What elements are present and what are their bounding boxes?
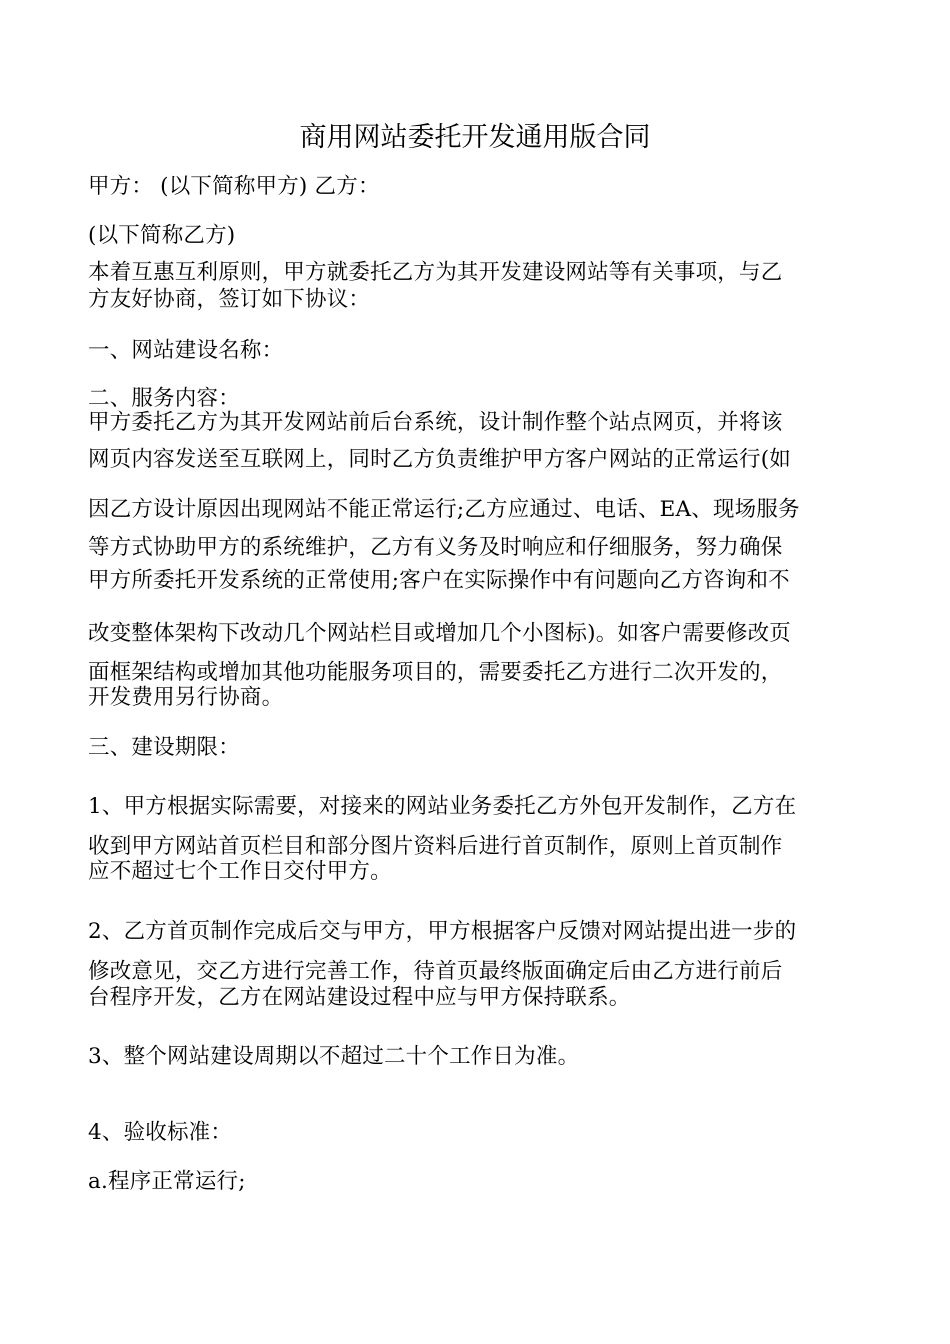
acceptance-heading: 4、验收标准： bbox=[88, 1120, 233, 1145]
service-paragraph-line: 因乙方设计原因出现网站不能正常运行;乙方应通过、电话、EA、现场服务 bbox=[88, 497, 800, 522]
period-item-1-line: 1、甲方根据实际需要，对接来的网站业务委托乙方外包开发制作，乙方在 bbox=[88, 794, 797, 819]
document-title: 商用网站委托开发通用版合同 bbox=[299, 122, 651, 153]
party-b-line: (以下简称乙方) bbox=[88, 223, 236, 248]
period-item-2-line: 修改意见，交乙方进行完善工作，待首页最终版面确定后由乙方进行前后 bbox=[88, 959, 783, 984]
service-paragraph-line: 甲方委托乙方为其开发网站前后台系统，设计制作整个站点网页，并将该 bbox=[88, 410, 783, 435]
section-heading-service: 二、服务内容： bbox=[88, 386, 240, 411]
period-item-1-line: 收到甲方网站首页栏目和部分图片资料后进行首页制作，原则上首页制作 bbox=[88, 834, 783, 859]
period-item-1-line: 应不超过七个工作日交付甲方。 bbox=[88, 859, 392, 884]
period-item-2-line: 2、乙方首页制作完成后交与甲方，甲方根据客户反馈对网站提出进一步的 bbox=[88, 919, 797, 944]
section-heading-period: 三、建设期限： bbox=[88, 735, 240, 760]
service-paragraph-line: 网页内容发送至互联网上，同时乙方负责维护甲方客户网站的正常运行(如 bbox=[88, 447, 791, 472]
preamble-line: 本着互惠互利原则，甲方就委托乙方为其开发建设网站等有关事项，与乙 bbox=[88, 260, 783, 285]
acceptance-item-a: a.程序正常运行; bbox=[88, 1169, 246, 1194]
preamble-line: 方友好协商，签订如下协议： bbox=[88, 287, 371, 312]
period-item-2-line: 台程序开发，乙方在网站建设过程中应与甲方保持联系。 bbox=[88, 985, 631, 1010]
service-paragraph-line: 面框架结构或增加其他功能服务项目的，需要委托乙方进行二次开发的， bbox=[88, 660, 783, 685]
service-paragraph-line: 改变整体架构下改动几个网站栏目或增加几个小图标)。如客户需要修改页 bbox=[88, 621, 791, 646]
service-paragraph-line: 等方式协助甲方的系统维护，乙方有义务及时响应和仔细服务，努力确保 bbox=[88, 535, 783, 560]
section-heading-name: 一、网站建设名称： bbox=[88, 338, 284, 363]
period-item-3-line: 3、整个网站建设周期以不超过二十个工作日为准。 bbox=[88, 1044, 580, 1069]
party-line: 甲方： (以下简称甲方) 乙方： bbox=[88, 174, 380, 199]
service-paragraph-line: 甲方所委托开发系统的正常使用;客户在实际操作中有问题向乙方咨询和不 bbox=[88, 568, 790, 593]
service-paragraph-line: 开发费用另行协商。 bbox=[88, 685, 284, 710]
